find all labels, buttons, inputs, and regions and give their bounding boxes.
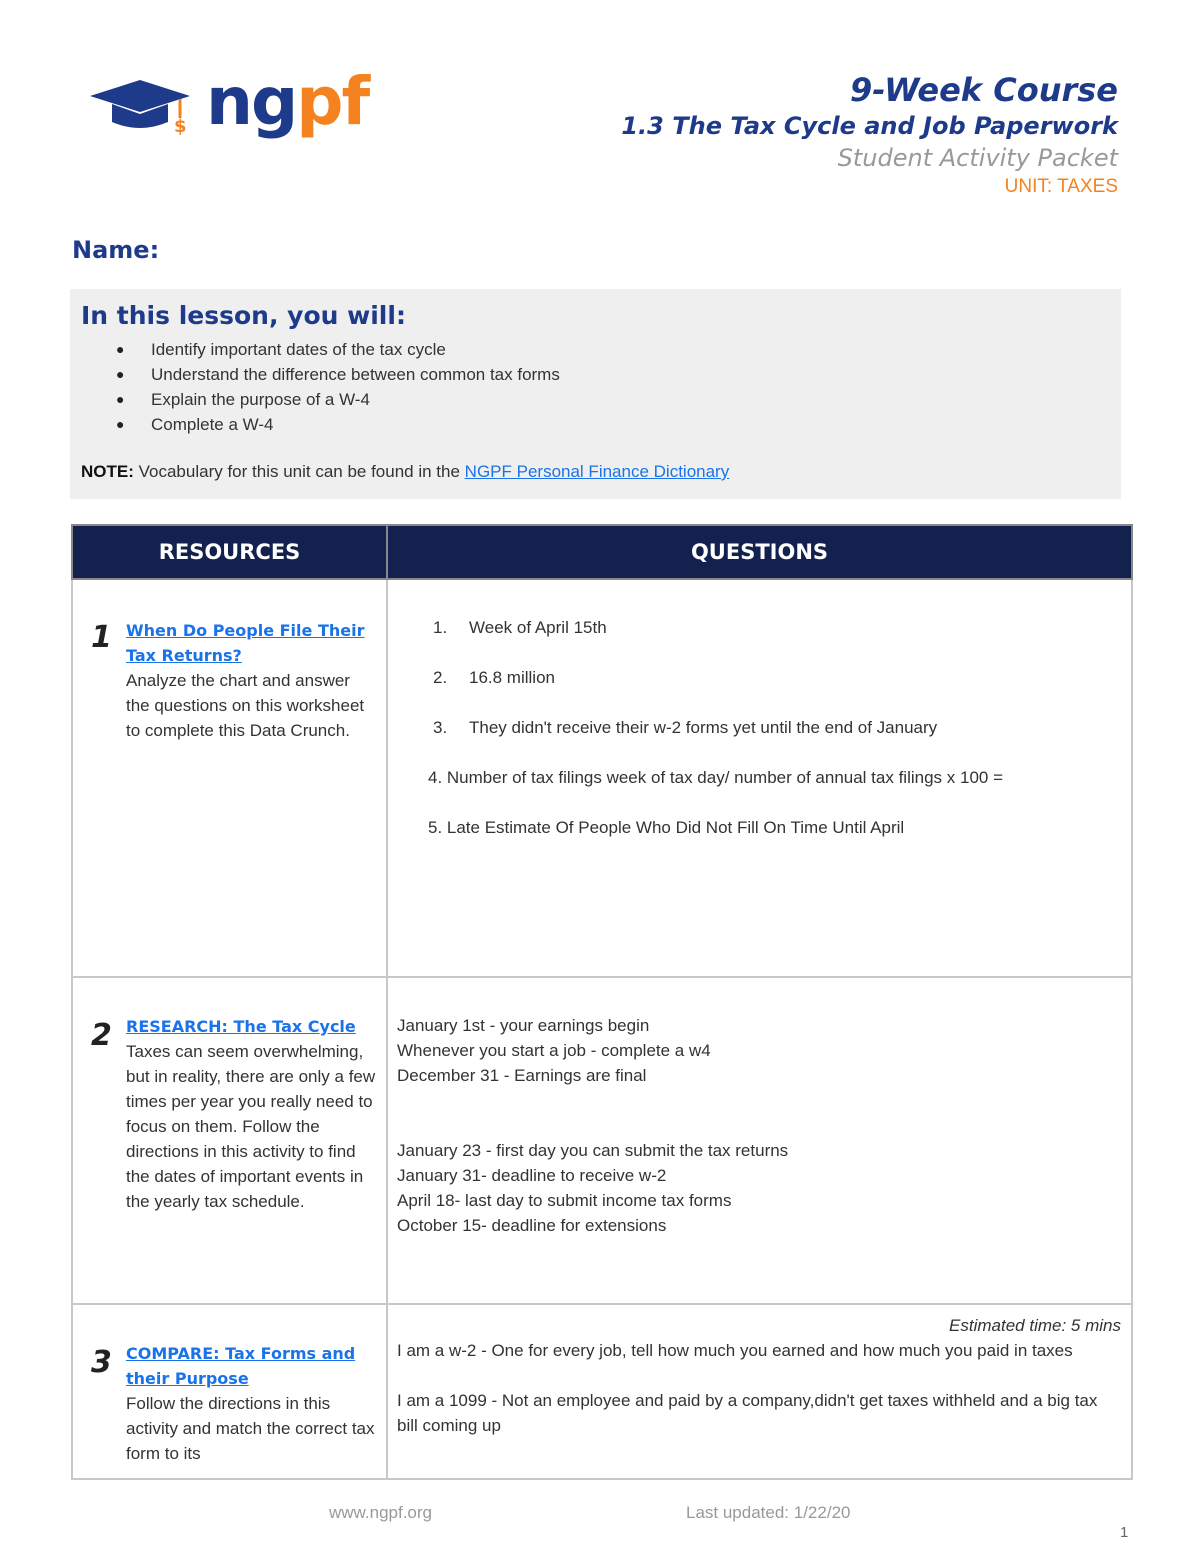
resource-cell bbox=[72, 1304, 387, 1479]
list-item: ● Complete a W-4 bbox=[70, 412, 560, 437]
answer-paragraph: I am a w-2 - One for every job, tell how much you earned and how much you paid in taxes bbox=[397, 1341, 1073, 1360]
footer-last-updated: Last updated: 1/22/20 bbox=[686, 1503, 851, 1522]
answer-item: 5. Late Estimate Of People Who Did Not Fill On Time Until April bbox=[428, 818, 905, 837]
answer-line: January 31- deadline to receive w-2 bbox=[397, 1166, 667, 1185]
footer-url: www.ngpf.org bbox=[329, 1503, 432, 1522]
unit-label: UNIT: TAXES bbox=[1004, 176, 1118, 197]
answer-cell bbox=[387, 579, 1132, 977]
lesson-title: 1.3 The Tax Cycle and Job Paperwork bbox=[621, 112, 1118, 140]
resource-link[interactable]: When Do People File Their Tax Returns? bbox=[126, 621, 365, 665]
answer-cell bbox=[387, 977, 1132, 1304]
bullet-icon: ● bbox=[116, 391, 125, 407]
activity-number: 3 bbox=[91, 1345, 112, 1380]
answer-line: Whenever you start a job - complete a w4 bbox=[397, 1041, 711, 1060]
resources-column-header: RESOURCES bbox=[72, 525, 387, 579]
dictionary-link[interactable]: NGPF Personal Finance Dictionary bbox=[464, 462, 730, 481]
list-item: ● Identify important dates of the tax cycle bbox=[70, 337, 560, 362]
activity-number: 1 bbox=[91, 620, 112, 655]
lesson-heading: In this lesson, you will: bbox=[81, 301, 406, 330]
logo-wordmark: ngpf bbox=[206, 63, 369, 140]
bullet-icon: ● bbox=[116, 341, 125, 357]
table-row bbox=[72, 977, 1132, 1304]
answer-line: December 31 - Earnings are final bbox=[397, 1066, 647, 1085]
graduation-cap-icon bbox=[88, 74, 200, 136]
svg-text:$: $ bbox=[174, 116, 187, 136]
resource-cell bbox=[72, 977, 387, 1304]
bullet-icon: ● bbox=[116, 416, 125, 432]
resource-description: Follow the directions in this activity and match the correct tax form to its bbox=[126, 1394, 375, 1463]
page-number: 1 bbox=[1120, 1524, 1129, 1541]
bullet-icon: ● bbox=[116, 366, 125, 382]
answer-item: 4. Number of tax filings week of tax day/ number of annual tax filings x 100 = bbox=[428, 768, 1004, 787]
questions-column-header: QUESTIONS bbox=[387, 525, 1132, 579]
answer-line: January 23 - first day you can submit the tax returns bbox=[397, 1141, 789, 1160]
list-item: ● Understand the difference between common tax forms bbox=[70, 362, 560, 387]
document-header bbox=[621, 70, 1118, 200]
resource-link[interactable]: COMPARE: Tax Forms and their Purpose bbox=[126, 1344, 356, 1388]
answer-item: 1. Week of April 15th bbox=[433, 618, 607, 637]
table-row bbox=[72, 579, 1132, 977]
answer-paragraph: I am a 1099 - Not an employee and paid by a company,didn't get taxes withheld and a big tax bill coming up bbox=[397, 1391, 1098, 1435]
table-row bbox=[72, 1304, 1132, 1479]
answer-line: January 1st - your earnings begin bbox=[397, 1016, 650, 1035]
vocabulary-note: NOTE: Vocabulary for this unit can be found in the NGPF Personal Finance Dictionary bbox=[81, 462, 730, 481]
name-label: Name: bbox=[72, 236, 160, 264]
activity-number: 2 bbox=[91, 1018, 112, 1053]
resource-link[interactable]: RESEARCH: The Tax Cycle bbox=[126, 1017, 356, 1036]
resource-cell bbox=[72, 579, 387, 977]
list-item: ● Explain the purpose of a W-4 bbox=[70, 387, 560, 412]
resource-description: Taxes can seem overwhelming, but in reality, there are only a few times per year you really need to focus on them. Follow the directions in this activity to find the dates of important events in the yearly tax schedule. bbox=[126, 1042, 376, 1211]
estimated-time: Estimated time: 5 mins bbox=[949, 1316, 1121, 1335]
answer-line: April 18- last day to submit income tax forms bbox=[397, 1191, 732, 1210]
resource-description: Analyze the chart and answer the questions on this worksheet to complete this Data Crunch. bbox=[126, 671, 365, 740]
course-title: 9-Week Course bbox=[850, 71, 1118, 109]
ngpf-logo bbox=[88, 63, 378, 148]
answer-item: 2. 16.8 million bbox=[433, 668, 555, 687]
answer-line: October 15- deadline for extensions bbox=[397, 1216, 667, 1235]
lesson-objectives-box bbox=[70, 289, 1121, 499]
answer-item: 3. They didn't receive their w-2 forms yet until the end of January bbox=[433, 718, 938, 737]
resources-questions-table bbox=[71, 524, 1133, 1480]
objectives-list bbox=[70, 337, 560, 437]
answer-cell bbox=[387, 1304, 1132, 1479]
packet-title: Student Activity Packet bbox=[837, 144, 1118, 172]
